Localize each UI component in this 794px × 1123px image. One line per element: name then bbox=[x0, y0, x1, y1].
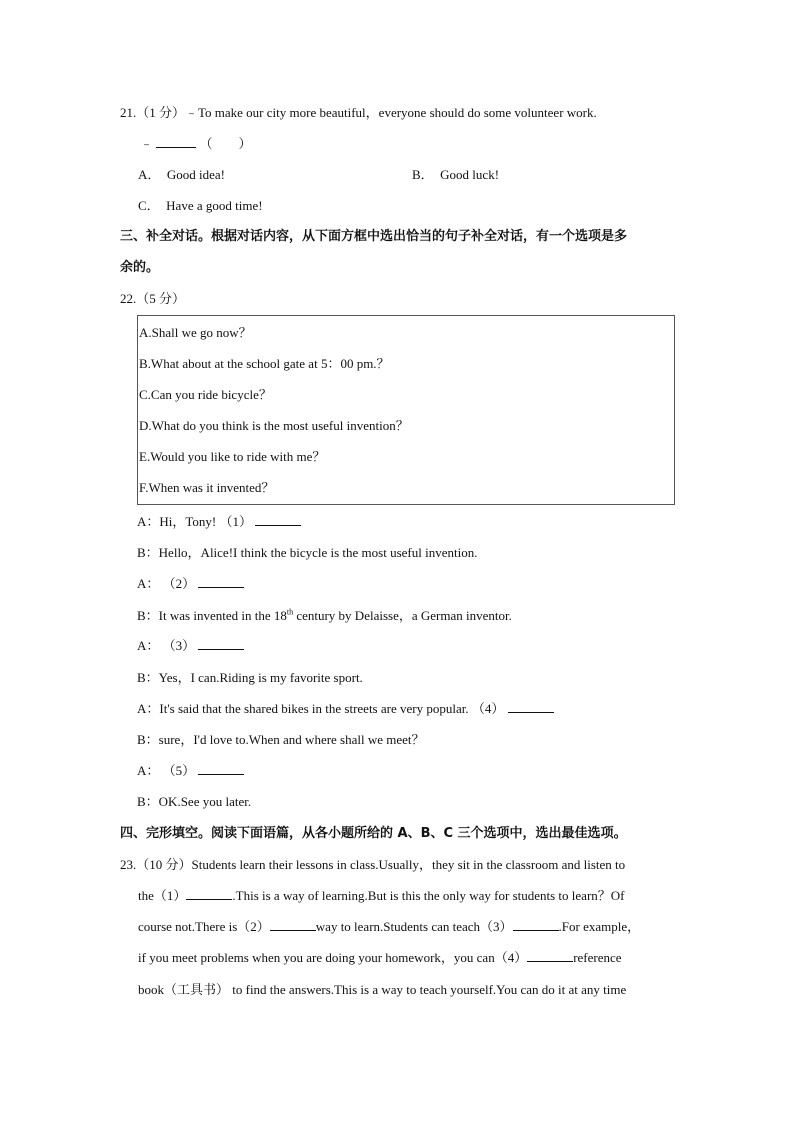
blank-5[interactable] bbox=[198, 762, 244, 775]
q23-line-5: book（工具书） to find the answers.This is a way to teach yourself.You can do it at any time bbox=[138, 982, 627, 997]
q21-stem: 21.（1 分）﹣To make our city more beautiful，everyone should do some volunteer work. bbox=[120, 105, 597, 120]
q23-line-4 bbox=[138, 949, 622, 967]
q22-option-d: D.What do you think is the most useful invention？ bbox=[139, 418, 409, 433]
q22-option-f: F.When was it invented？ bbox=[139, 480, 275, 495]
q23-text: the（1） bbox=[138, 888, 187, 903]
dialogue-text: A： （3） bbox=[137, 638, 196, 653]
dialogue-line-3 bbox=[137, 575, 244, 593]
superscript-th: th bbox=[286, 607, 294, 617]
blank-1[interactable] bbox=[255, 513, 301, 526]
blank-2[interactable] bbox=[198, 575, 244, 588]
q23-blank-4[interactable] bbox=[527, 949, 573, 962]
section3-heading-line1: 三、补全对话。根据对话内容，从下面方框中选出恰当的句子补全对话，有一个选项是多 bbox=[120, 229, 628, 244]
q23-text: if you meet problems when you are doing your homework，you can（4） bbox=[138, 950, 528, 965]
q23-line-1: 23.（10 分）Students learn their lessons in class.Usually，they sit in the classroom and listen to bbox=[120, 857, 626, 872]
blank-4[interactable] bbox=[508, 700, 554, 713]
dialogue-text: B：It was invented in the 18 bbox=[137, 608, 287, 623]
q23-text: reference bbox=[573, 950, 622, 965]
dialogue-line-6: B：Yes，I can.Riding is my favorite sport. bbox=[137, 670, 363, 685]
dialogue-line-5 bbox=[137, 637, 244, 655]
q22-stem: 22.（5 分） bbox=[120, 291, 186, 306]
q22-option-b: B.What about at the school gate at 5：00 pm.？ bbox=[139, 356, 390, 371]
q21-option-c[interactable]: C． Have a good time! bbox=[138, 198, 263, 213]
q22-option-e: E.Would you like to ride with me？ bbox=[139, 449, 326, 464]
section4-heading: 四、完形填空。阅读下面语篇，从各小题所给的 A、B、C 三个选项中，选出最佳选项。 bbox=[120, 826, 627, 841]
dialogue-text: A：Hi，Tony! （1） bbox=[137, 514, 253, 529]
q23-text: course not.There is（2） bbox=[138, 919, 270, 934]
q23-text: way to learn.Students can teach（3） bbox=[315, 919, 513, 934]
q21-option-a[interactable]: A． Good idea! bbox=[138, 167, 226, 182]
q21-option-b[interactable]: B． Good luck! bbox=[412, 167, 500, 182]
dialogue-line-4 bbox=[137, 607, 512, 625]
blank-3[interactable] bbox=[198, 637, 244, 650]
dialogue-text: A： （2） bbox=[137, 576, 196, 591]
q21-blank[interactable] bbox=[156, 135, 196, 148]
q21-paren: （ ） bbox=[199, 136, 252, 151]
q21-reply-prefix: ﹣ bbox=[140, 136, 154, 151]
dialogue-line-8: B：sure，I'd love to.When and where shall we meet？ bbox=[137, 732, 425, 747]
dialogue-line-2: B：Hello，Alice!I think the bicycle is the most useful invention. bbox=[137, 545, 478, 560]
q23-text: .For example， bbox=[558, 919, 641, 934]
q23-blank-1[interactable] bbox=[186, 887, 232, 900]
dialogue-line-10: B：OK.See you later. bbox=[137, 794, 252, 809]
q23-blank-2[interactable] bbox=[270, 918, 316, 931]
dialogue-line-7 bbox=[137, 700, 554, 718]
dialogue-text: century by Delaisse，a German inventor. bbox=[293, 608, 512, 623]
q21-reply bbox=[140, 135, 252, 153]
dialogue-text: A： （5） bbox=[137, 763, 196, 778]
q23-text: .This is a way of learning.But is this the only way for students to learn？Of bbox=[232, 888, 625, 903]
q23-line-2 bbox=[138, 887, 625, 905]
dialogue-line-9 bbox=[137, 762, 244, 780]
dialogue-text: A：It's said that the shared bikes in the streets are very popular. （4） bbox=[137, 701, 505, 716]
q23-line-3 bbox=[138, 918, 640, 936]
section3-heading-line2: 余的。 bbox=[120, 260, 160, 275]
q22-options-box bbox=[137, 315, 675, 505]
q22-option-c: C.Can you ride bicycle？ bbox=[139, 387, 272, 402]
dialogue-line-1 bbox=[137, 513, 301, 531]
q23-blank-3[interactable] bbox=[513, 918, 559, 931]
q22-option-a: A.Shall we go now？ bbox=[139, 325, 252, 340]
